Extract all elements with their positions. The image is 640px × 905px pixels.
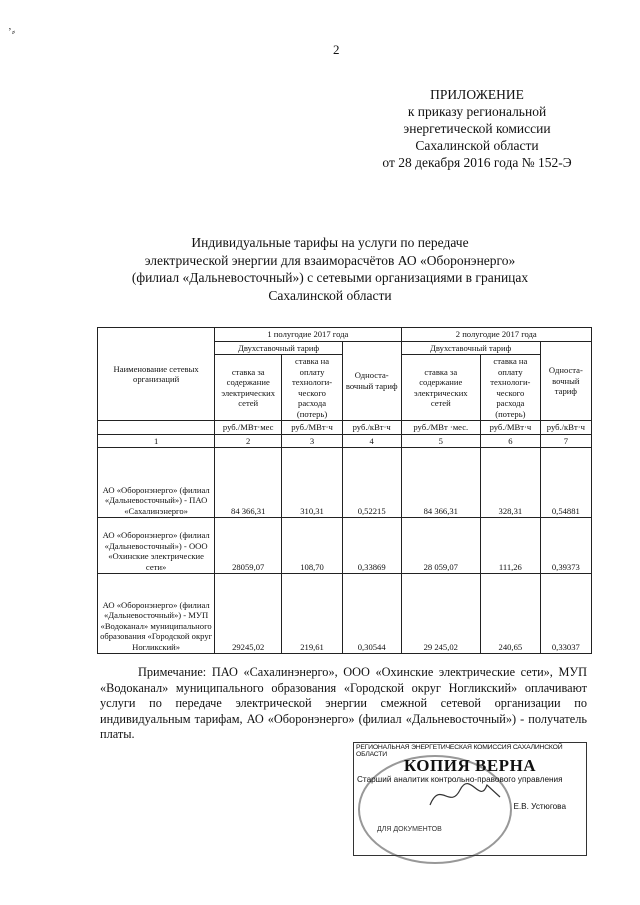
corner-mark: ʼ⸗ [8, 26, 16, 38]
value-cell: 219,61 [282, 574, 343, 654]
single-rate-header: Односта-вочный тариф [540, 341, 591, 421]
value-cell: 28059,07 [215, 518, 282, 574]
tariffs-table [97, 327, 592, 654]
value-cell: 108,70 [282, 518, 343, 574]
note-block [100, 665, 587, 743]
maint-rate-header: ставка за содержание электрических сетей [401, 355, 481, 421]
unit-cell: руб./МВт·ч [282, 421, 343, 435]
value-cell: 0,39373 [540, 518, 591, 574]
table-row [98, 448, 592, 518]
unit-cell: руб./МВт·ч [481, 421, 541, 435]
value-cell: 29245,02 [215, 574, 282, 654]
title-line: (филиал «Дальневосточный») с сетевыми организациями в границах [131, 270, 529, 285]
value-cell: 240,65 [481, 574, 541, 654]
stamp-signer-name: Е.В. Устюгова [513, 802, 566, 811]
value-cell: 84 366,31 [215, 448, 282, 518]
value-cell: 0,54881 [540, 448, 591, 518]
appendix-line: энергетической комиссии [403, 121, 551, 136]
title-line: электрической энергии для взаиморасчётов АО «Оборонэнерго» [144, 252, 516, 268]
org-name-cell: АО «Оборонэнерго» (филиал «Дальневосточный») - ООО «Охинские электрические сети» [98, 518, 215, 574]
unit-cell: руб./МВт·мес [215, 421, 282, 435]
title-line: Индивидуальные тарифы на услуги по передаче [191, 235, 469, 250]
stamp-organization: РЕГИОНАЛЬНАЯ ЭНЕРГЕТИЧЕСКАЯ КОМИССИЯ САХАЛИНСКОЙ ОБЛАСТИ [356, 744, 563, 758]
unit-cell: руб./кВт·ч [540, 421, 591, 435]
column-number: 1 [98, 434, 215, 448]
value-cell: 0,33037 [540, 574, 591, 654]
value-cell: 111,26 [481, 518, 541, 574]
two-part-header: Двухставочный тариф [215, 341, 343, 355]
maint-rate-header: ставка за содержание электрических сетей [215, 355, 282, 421]
title-line: Сахалинской области [268, 287, 392, 303]
unit-cell: руб./кВт·ч [342, 421, 401, 435]
column-number: 7 [540, 434, 591, 448]
page-number: 2 [333, 42, 340, 57]
half2-header: 2 полугодие 2017 года [401, 328, 592, 342]
single-rate-header: Односта-вочный тариф [342, 341, 401, 421]
stamp-position: Старший аналитик контрольно-правового управления [357, 775, 563, 784]
value-cell: 84 366,31 [401, 448, 481, 518]
seal-text: ДЛЯ ДОКУМЕНТОВ [377, 826, 442, 833]
org-name-cell: АО «Оборонэнерго» (филиал «Дальневосточный») - МУП «Водоканал» муниципального образования «Городской округ Ногликский» [98, 574, 215, 654]
appendix-heading: ПРИЛОЖЕНИЕ [430, 87, 524, 102]
column-number: 4 [342, 434, 401, 448]
appendix-line: Сахалинской области [415, 138, 539, 153]
table-row [98, 518, 592, 574]
loss-rate-header: ставка на оплату технологи-ческого расхода (потерь) [481, 355, 541, 421]
table-row [98, 574, 592, 654]
appendix-block [362, 86, 592, 171]
value-cell: 28 059,07 [401, 518, 481, 574]
column-number: 6 [481, 434, 541, 448]
value-cell: 328,31 [481, 448, 541, 518]
value-cell: 0,30544 [342, 574, 401, 654]
document-title [110, 234, 550, 304]
loss-rate-header: ставка на оплату технологи-ческого расхода (потерь) [282, 355, 343, 421]
unit-cell: руб./МВт ·мес. [401, 421, 481, 435]
column-numbers-row [98, 434, 592, 448]
appendix-date-line: от 28 декабря 2016 года № 152-Э [382, 155, 572, 170]
value-cell: 0,33869 [342, 518, 401, 574]
units-row [98, 421, 592, 435]
appendix-line: к приказу региональной [407, 104, 547, 119]
half1-header: 1 полугодие 2017 года [215, 328, 401, 342]
org-name-cell: АО «Оборонэнерго» (филиал «Дальневосточный») - ПАО «Сахалинэнерго» [98, 448, 215, 518]
value-cell: 310,31 [282, 448, 343, 518]
org-header: Наименование сетевых организаций [98, 328, 215, 421]
table-header-row [98, 328, 592, 342]
stamp-copy-text: КОПИЯ ВЕРНА [403, 756, 537, 775]
units-empty-cell [98, 421, 215, 435]
column-number: 3 [282, 434, 343, 448]
certified-copy-stamp [353, 742, 587, 856]
value-cell: 0,52215 [342, 448, 401, 518]
value-cell: 29 245,02 [401, 574, 481, 654]
two-part-header: Двухставочный тариф [401, 341, 540, 355]
note-text: Примечание: ПАО «Сахалинэнерго», ООО «Охинские электрические сети», МУП «Водоканал» муниципального образования «Городской округ Ногликский» оплачивают услуги по передаче электрической энергии смежной сетевой организации по индивидуальным тарифам, АО «Оборонэнерго» (филиал «Дальневосточный») - получатель платы. [100, 665, 587, 741]
column-number: 2 [215, 434, 282, 448]
column-number: 5 [401, 434, 481, 448]
